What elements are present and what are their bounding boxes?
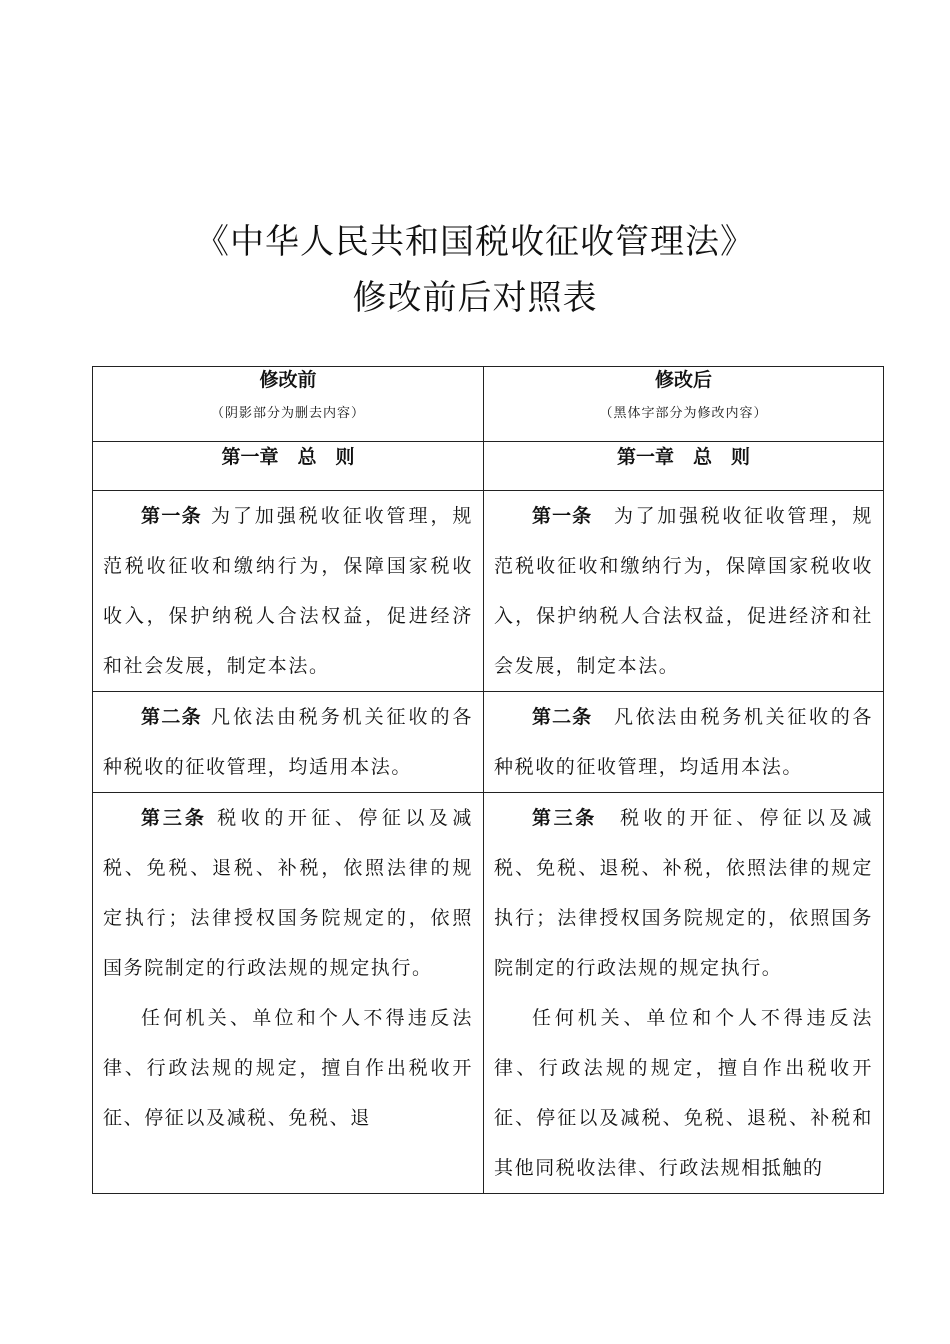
article-paragraph: 任何机关、单位和个人不得违反法律、行政法规的规定，擅自作出税收开征、停征以及减税、免税、退税、补税和其他同税收法律、行政法规相抵触的	[494, 1007, 873, 1179]
chapter-after-cell	[484, 442, 884, 491]
chapter-before-title: 第一章 总 则	[221, 446, 355, 468]
article-row	[93, 793, 884, 1194]
article-after-cell	[484, 491, 884, 692]
article-text: 凡依法由税务机关征收的各种税收的征收管理，均适用本法。	[494, 706, 873, 778]
chapter-row	[93, 442, 884, 491]
comparison-table	[92, 366, 884, 1194]
article-number: 第三条	[532, 807, 597, 829]
article-after-cell	[484, 793, 884, 1194]
document-title-line2: 修改前后对照表	[352, 278, 598, 318]
article-number: 第二条	[141, 706, 203, 728]
article-row	[93, 692, 884, 793]
article-paragraph	[103, 491, 473, 691]
article-text: 为了加强税收征收管理，规范税收征收和缴纳行为，保障国家税收收入，保护纳税人合法权益，促进经济和社会发展，制定本法。	[494, 505, 873, 677]
chapter-after-title: 第一章 总 则	[616, 446, 750, 468]
article-number: 第一条	[141, 505, 203, 527]
header-before-label: 修改前	[259, 369, 317, 391]
table-header-row	[93, 367, 884, 442]
article-number: 第三条	[141, 807, 207, 829]
article-paragraph	[494, 491, 873, 691]
article-paragraph	[103, 793, 473, 993]
chapter-before-cell	[93, 442, 484, 491]
article-text: 税收的开征、停征以及减税、免税、退税、补税，依照法律的规定执行；法律授权国务院规定的，依照国务院制定的行政法规的规定执行。	[103, 807, 473, 979]
header-before-note: （阴影部分为删去内容）	[210, 406, 365, 421]
article-after-cell	[484, 692, 884, 793]
article-before-cell	[93, 793, 484, 1194]
article-number: 第二条	[532, 706, 593, 728]
article-paragraph: 任何机关、单位和个人不得违反法律、行政法规的规定，擅自作出税收开征、停征以及减税、免税、退	[103, 1007, 473, 1129]
article-text: 为了加强税收征收管理，规范税收征收和缴纳行为，保障国家税收收入，保护纳税人合法权益，促进经济和社会发展，制定本法。	[103, 505, 473, 677]
header-after-note: （黑体字部分为修改内容）	[599, 406, 768, 421]
article-paragraph	[103, 692, 473, 792]
article-text: 凡依法由税务机关征收的各种税收的征收管理，均适用本法。	[103, 706, 473, 778]
article-paragraph	[494, 793, 873, 993]
article-before-cell	[93, 491, 484, 692]
header-after-cell	[484, 367, 884, 442]
article-paragraph	[494, 692, 873, 792]
article-text: 税收的开征、停征以及减税、免税、退税、补税，依照法律的规定执行；法律授权国务院规定的，依照国务院制定的行政法规的规定执行。	[494, 807, 873, 979]
header-before-cell	[93, 367, 484, 442]
article-number: 第一条	[532, 505, 593, 527]
article-row	[93, 491, 884, 692]
header-after-label: 修改后	[654, 369, 712, 391]
article-before-cell	[93, 692, 484, 793]
document-title-line1: 《中华人民共和国税收征收管理法》	[195, 222, 755, 262]
